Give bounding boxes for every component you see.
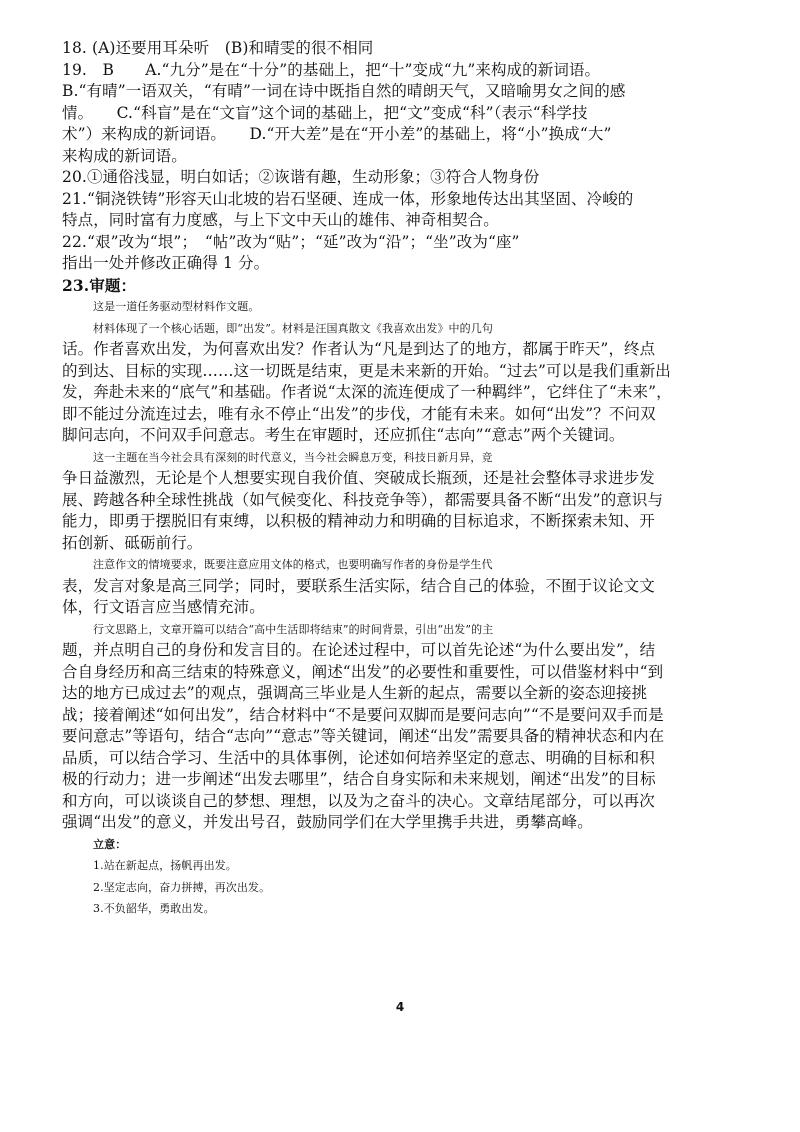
text-line: 来构成的新词语。 [62,146,187,165]
text-line: 拓创新、砥砺前行。 [62,533,203,552]
text-line: 合自身经历和高三结束的特殊意义，阐述“出发”的必要性和重要性，可以借鉴材料中“到 [62,662,664,681]
text-line: 品质，可以结合学习、生活中的具体事例，论述如何培养坚定的意志、明确的目标和积 [62,748,655,767]
text-line: 能力，即勇于摆脱旧有束缚，以积极的精神动力和明确的目标追求，不断探索未知、开 [62,512,655,530]
text-line: 这是一道任务驱动型材料作文题。 [93,300,260,313]
text-line: 21.“铜浇铁铸”形容天山北坡的岩石坚硬、连成一体，形象地传达出其坚固、冷峻的 [62,189,634,208]
text-line: 情。 C.“科盲”是在“文盲”这个词的基础上，把“文”变成“科”（表示“科学技 [62,103,588,122]
text-line: 题，并点明自己的身份和发言目的。在论述过程中，可以首先论述“为什么要出发”，结 [62,641,656,659]
text-line: B.“有晴”一语双关，“有晴”一词在诗中既指自然的晴朗天气，又暗喻男女之间的感 [62,82,626,100]
text-line: 表，发言对象是高三同学；同时，要联系生活实际，结合自己的体验，不囿于议论文文 [62,576,655,595]
text-line: 19. B A.“九分”是在“十分”的基础上，把“十”变成“九”来构成的新词语。 [62,60,601,79]
text-line: 话。作者喜欢出发，为何喜欢出发？作者认为“凡是到达了的地方，都属于昨天”，终点 [62,340,656,358]
text-line: 20.①通俗浅显，明白如话；②诙谐有趣，生动形象；③符合人物身份 [62,168,540,186]
text-line: 要问意志”等语句，结合“志向”“意志”等关键词，阐述“出发”需要具备的精神状态和内在 [62,727,665,745]
text-line: 行文思路上，文章开篇可以结合“高中生活即将结束”的时间背景，引出“出发”的主 [93,622,494,636]
text-line: 争日益激烈，无论是个人想要实现自我价值、突破成长瓶颈，还是社会整体寻求进步发 [62,469,655,487]
text-line: 1.站在新起点，扬帆再出发。 [93,859,237,872]
text-line: 和方向，可以谈谈自己的梦想、理想，以及为之奋斗的决心。文章结尾部分，可以再次 [62,791,655,810]
section-heading: 23.审题： [62,275,137,295]
document-body [62,38,752,920]
text-line: 特点，同时富有力度感，与上下文中天山的雄伟、神奇相契合。 [62,211,499,229]
text-line: 脚问志向，不问双手问意志。考生在审题时，还应抓住“志向”“意志”两个关键词。 [62,426,625,444]
page-number: 4 [395,1000,405,1014]
text-line: 3.不负韶华，勇敢出发。 [93,902,215,915]
text-line: 22.“艰”改为“垠”； “帖”改为“贴”；“延”改为“沿”；“坐”改为“座” [62,232,520,251]
text-line: 指出一处并修改正确得 1 分。 [62,254,270,272]
text-line: 注意作文的情境要求，既要注意应用文体的格式，也要明确写作者的身份是学生代 [93,558,493,571]
text-line: 2.坚定志向，奋力拼搏，再次出发。 [93,880,271,894]
text-line: 体，行文语言应当感情充沛。 [62,598,265,616]
text-line: 的到达、目标的实现……这一切既是结束，更是未来新的开始。“过去”可以是我们重新出 [62,361,671,380]
text-line: 18. (A)还要用耳朵听 (B)和晴雯的很不相同 [62,39,374,57]
text-line: 即不能过分流连过去，唯有永不停止“出发”的步伐，才能有未来。如何“出发”？不问双 [62,404,656,423]
text-line: 强调“出发”的意义，并发出号召，鼓励同学们在大学里携手共进，勇攀高峰。 [62,813,593,831]
text-line: 材料体现了一个核心话题，即“出发”。材料是汪国真散文《我喜欢出发》中的几句 [93,321,493,335]
text-line: 达的地方已成过去”的观点，强调高三毕业是人生新的起点，需要以全新的姿态迎接挑 [62,684,648,702]
text-line: 极的行动力；进一步阐述“出发去哪里”，结合自身实际和未来规划，阐述“出发”的目标 [62,770,656,788]
text-line: 这一主题在当今社会具有深刻的时代意义，当今社会瞬息万变，科技日新月异，竞 [93,450,493,464]
text-line: 展、跨越各种全球性挑战（如气候变化、科技竞争等），都需要具备不断“出发”的意识与 [62,490,664,509]
text-line: 术”）来构成的新词语。 D.“开大差”是在“开小差”的基础上，将“小”换成“大” [62,125,612,143]
text-line: 战；接着阐述“如何出发”，结合材料中“不是要问双脚而是要问志向”“不是要问双手而是 [62,705,664,724]
section-heading: 立意： [93,837,127,851]
text-line: 发，奔赴未来的“底气”和基础。作者说“太深的流连便成了一种羁绊”，它绊住了“未来”， [62,383,672,401]
